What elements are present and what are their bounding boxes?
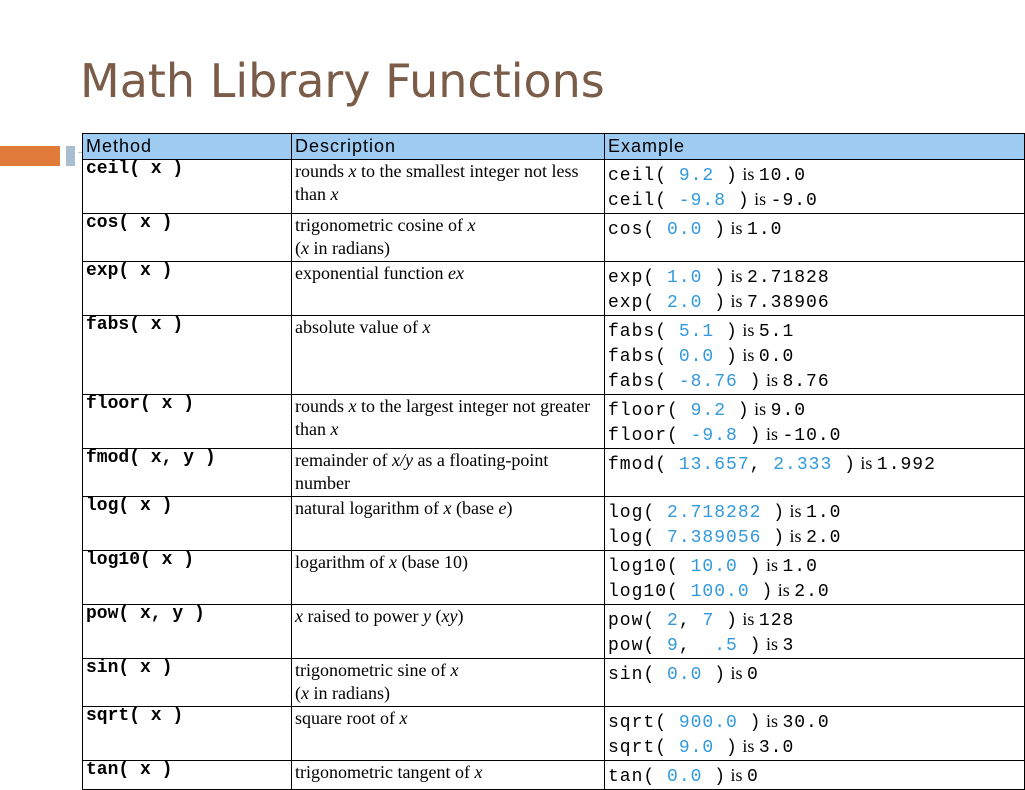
description-text: ( [295,683,301,703]
example-close-paren: ) [702,268,727,288]
example-result: 10.0 [758,166,807,186]
example-function-call: log( [608,503,668,523]
description-text: square root of [295,708,400,728]
method-cell: fabs( x ) [83,316,292,395]
example-result: 2.71828 [747,268,830,288]
example-cell [605,605,1025,659]
math-functions-table [82,133,1025,790]
example-argument: 10.0 [690,557,738,577]
description-text: absolute value of [295,317,423,337]
example-argument: 900.0 [678,713,738,733]
argument-separator: , [749,455,762,475]
variable-text: x [450,660,459,680]
example-line [608,368,1021,393]
example-line [608,734,1021,759]
variable-text: x [443,498,452,518]
header-example: Example [605,134,1025,160]
example-result: 3.0 [758,738,795,758]
example-result: -10.0 [782,426,842,446]
example-line [608,187,1021,212]
example-argument: 0.0 [667,767,703,787]
example-argument: 2.0 [667,293,703,313]
slide-title: Math Library Functions [80,54,605,108]
description-text: trigonometric tangent of [295,762,475,782]
example-line [608,318,1021,343]
variable-text: x [399,708,408,728]
example-is-text: is [761,424,783,444]
example-line [608,763,1021,788]
table-header-row [83,134,1025,160]
example-result: 1.992 [876,455,936,475]
example-line [608,216,1021,241]
example-argument: -9.8 [690,426,738,446]
description-text: (base 10) [396,552,468,572]
method-cell: floor( x ) [83,395,292,449]
variable-text: y [422,606,431,626]
description-text: as a floating-point number [295,450,549,493]
accent-bar-orange [0,146,60,166]
description-cell [292,262,605,316]
example-result: 7.38906 [747,293,830,313]
method-cell: sin( x ) [83,659,292,707]
example-is-text: is [761,555,783,575]
example-argument: .5 [702,636,738,656]
example-result: -9.0 [770,191,818,211]
variable-text: x [330,419,339,439]
variable-text: x [474,762,483,782]
example-function-call: tan( [608,767,668,787]
example-function-call: exp( [608,293,668,313]
example-result: 30.0 [782,713,830,733]
example-line [608,264,1021,289]
example-is-text: is [726,765,748,785]
header-description: Description [292,134,605,160]
variable-text: x [467,215,476,235]
table-row [83,262,1025,316]
example-is-text: is [726,291,748,311]
example-is-text: is [726,218,748,238]
description-text: trigonometric sine of [295,660,451,680]
example-line [608,607,1021,632]
example-close-paren: ) [737,557,762,577]
description-text: ( [430,606,442,626]
example-cell [605,214,1025,262]
example-is-text: is [761,711,783,731]
method-cell: cos( x ) [83,214,292,262]
argument-space [761,455,773,475]
example-line [608,499,1021,524]
table-row [83,659,1025,707]
description-text: logarithm of [295,552,389,572]
description-cell [292,214,605,262]
example-cell [605,659,1025,707]
table-row [83,449,1025,497]
example-cell [605,262,1025,316]
example-argument: 13.657 [678,455,750,475]
argument-separator: , [678,636,691,656]
example-result: 1.0 [782,557,818,577]
description-cell [292,659,605,707]
table-row [83,316,1025,395]
variable-text: x [301,683,309,703]
example-is-text: is [773,580,795,600]
example-function-call: sqrt( [608,738,679,758]
method-cell: fmod( x, y ) [83,449,292,497]
description-cell [292,497,605,551]
example-is-text: is [749,189,771,209]
example-function-call: sin( [608,665,668,685]
example-close-paren: ) [714,738,738,758]
example-close-paren: ) [714,166,738,186]
example-function-call: fabs( [608,347,679,367]
example-close-paren: ) [702,767,727,787]
method-cell: ceil( x ) [83,160,292,214]
example-argument: 9 [667,636,679,656]
example-close-paren: ) [737,426,762,446]
example-close-paren: ) [761,528,786,548]
example-result: 128 [758,611,795,631]
example-cell [605,316,1025,395]
example-is-text: is [726,266,748,286]
example-close-paren: ) [761,503,786,523]
variable-text: x [422,317,431,337]
example-argument: 9.2 [678,166,715,186]
example-argument: 100.0 [690,582,750,602]
description-text: ( [295,238,301,258]
example-cell [605,761,1025,790]
example-result: 0 [747,665,759,685]
description-text: rounds [295,396,349,416]
variable-text: x [295,606,303,626]
table-row [83,160,1025,214]
example-function-call: cos( [608,220,668,240]
example-is-text: is [726,663,748,683]
example-line [608,632,1021,657]
example-is-text: is [737,320,759,340]
example-function-call: ceil( [608,191,679,211]
example-cell [605,551,1025,605]
example-cell [605,395,1025,449]
example-function-call: exp( [608,268,668,288]
description-cell [292,395,605,449]
description-text: natural logarithm of [295,498,444,518]
example-result: 1.0 [747,220,783,240]
variable-text: x [301,238,309,258]
example-is-text: is [785,526,807,546]
example-close-paren: ) [714,347,738,367]
description-cell [292,449,605,497]
example-function-call: log10( [608,557,691,577]
example-cell [605,449,1025,497]
table-row [83,761,1025,790]
description-text: (base [451,498,499,518]
example-is-text: is [749,399,771,419]
description-text: rounds [295,161,349,181]
example-close-paren: ) [702,220,727,240]
example-is-text: is [737,609,759,629]
example-argument: 2.333 [773,455,833,475]
description-text: remainder of [295,450,392,470]
example-close-paren: ) [714,322,738,342]
variable-text: ex [447,263,464,283]
example-line [608,289,1021,314]
example-argument: -8.76 [678,372,738,392]
table-row [83,214,1025,262]
table-row [83,551,1025,605]
example-argument: 0.0 [667,665,703,685]
table-row [83,605,1025,659]
example-argument: 2.718282 [667,503,762,523]
description-cell [292,160,605,214]
example-is-text: is [737,736,759,756]
argument-space [691,611,703,631]
example-close-paren: ) [714,611,738,631]
example-function-call: log( [608,528,668,548]
description-cell [292,761,605,790]
method-cell: pow( x, y ) [83,605,292,659]
table-body [83,160,1025,790]
example-argument: 1.0 [667,268,703,288]
example-close-paren: ) [726,191,750,211]
description-text: ) [506,498,513,518]
example-line [608,661,1021,686]
example-close-paren: ) [726,401,750,421]
example-argument: 2 [667,611,679,631]
example-argument: 7.389056 [667,528,762,548]
variable-text: x/y [391,450,413,470]
example-line [608,451,1021,476]
description-text: to the smallest integer not less than [295,161,579,204]
example-close-paren: ) [749,582,774,602]
argument-space [691,636,703,656]
example-line [608,162,1021,187]
example-close-paren: ) [832,455,856,475]
example-function-call: ceil( [608,166,679,186]
header-method: Method [83,134,292,160]
example-function-call: log10( [608,582,691,602]
example-argument: 9.0 [678,738,715,758]
description-text: exponential function [295,263,448,283]
example-line [608,553,1021,578]
example-result: 1.0 [806,503,842,523]
table-row [83,395,1025,449]
variable-text: xy [441,606,458,626]
example-argument: 0.0 [667,220,703,240]
example-result: 2.0 [794,582,830,602]
table-row [83,707,1025,761]
example-function-call: floor( [608,426,691,446]
example-is-text: is [737,345,759,365]
example-argument: 0.0 [678,347,715,367]
example-line [608,524,1021,549]
description-cell [292,707,605,761]
example-result: 9.0 [770,401,807,421]
variable-text: x [330,184,339,204]
example-line [608,422,1021,447]
description-cell [292,551,605,605]
example-argument: 5.1 [678,322,715,342]
example-argument: 7 [702,611,715,631]
example-result: 8.76 [782,372,830,392]
example-argument: -9.8 [678,191,727,211]
example-is-text: is [761,370,783,390]
example-is-text: is [855,453,877,473]
example-line [608,578,1021,603]
example-function-call: pow( [608,611,668,631]
description-text: in radians) [309,683,390,703]
example-close-paren: ) [702,293,727,313]
example-close-paren: ) [737,372,762,392]
example-line [608,397,1021,422]
example-result: 3 [782,636,795,656]
description-text: to the largest integer not greater than [295,396,591,439]
accent-stripe [66,146,75,166]
description-text: in radians) [309,238,390,258]
description-text: raised to power [303,606,423,626]
example-result: 0.0 [758,347,795,367]
example-result: 0 [747,767,759,787]
example-close-paren: ) [702,665,727,685]
method-cell: log10( x ) [83,551,292,605]
example-function-call: sqrt( [608,713,679,733]
variable-text: x [348,396,357,416]
example-function-call: fmod( [608,455,679,475]
variable-text: e [498,498,507,518]
method-cell: sqrt( x ) [83,707,292,761]
description-cell [292,605,605,659]
example-cell [605,707,1025,761]
example-cell [605,497,1025,551]
example-argument: 9.2 [690,401,727,421]
example-cell [605,160,1025,214]
description-text: trigonometric cosine of [295,215,468,235]
table-row [83,497,1025,551]
description-text: ) [457,606,464,626]
example-is-text: is [761,634,783,654]
method-cell: tan( x ) [83,761,292,790]
variable-text: x [348,161,357,181]
example-is-text: is [737,164,759,184]
method-cell: exp( x ) [83,262,292,316]
example-function-call: floor( [608,401,691,421]
example-result: 5.1 [758,322,795,342]
example-close-paren: ) [737,713,762,733]
example-close-paren: ) [737,636,762,656]
example-line [608,709,1021,734]
example-line [608,343,1021,368]
argument-separator: , [678,611,691,631]
method-cell: log( x ) [83,497,292,551]
description-cell [292,316,605,395]
variable-text: x [388,552,397,572]
example-function-call: fabs( [608,372,679,392]
example-is-text: is [785,501,807,521]
example-function-call: fabs( [608,322,679,342]
example-result: 2.0 [806,528,842,548]
example-function-call: pow( [608,636,668,656]
